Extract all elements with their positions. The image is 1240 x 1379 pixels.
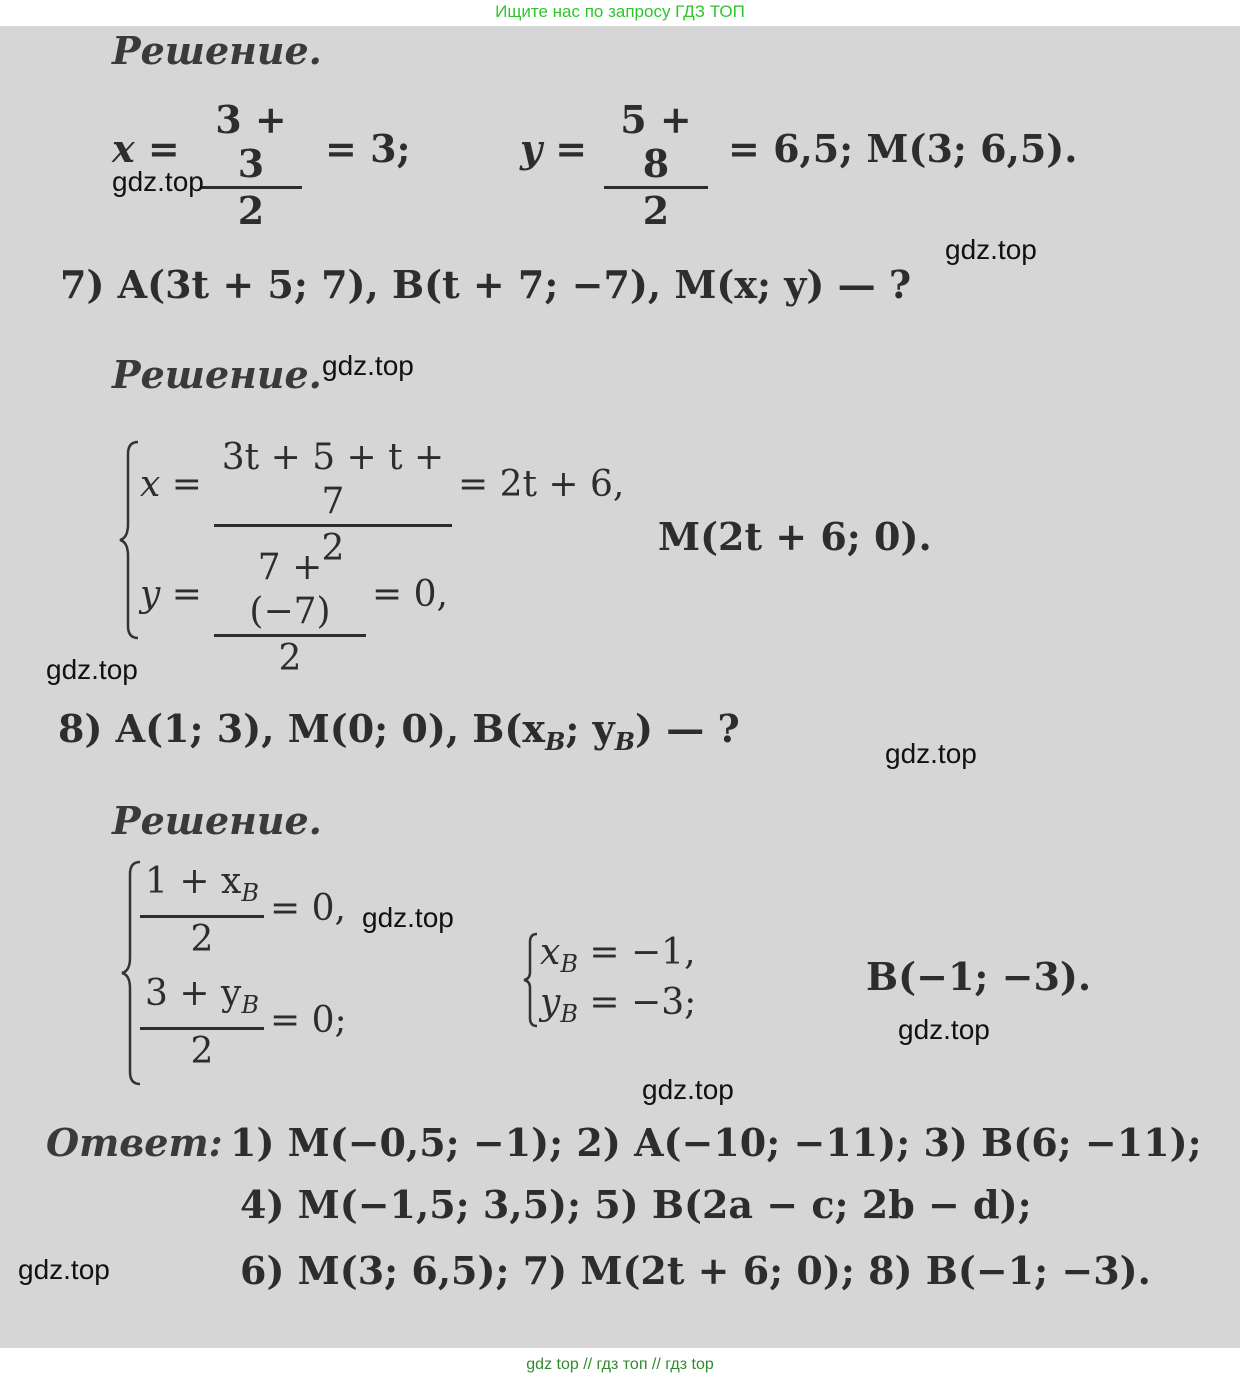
watermark: gdz.top: [362, 902, 454, 933]
p8-solution-y-value: = −3;: [577, 982, 697, 1023]
p7-result: M(2t + 6; 0).: [658, 514, 932, 559]
p6-x-denominator: 2: [200, 186, 302, 233]
p6-y-denominator: 2: [604, 186, 708, 233]
p6-x-rhs: = 3;: [325, 126, 411, 171]
p7-x-rhs: = 2t + 6,: [458, 464, 625, 505]
p8-eq1-fraction: [140, 860, 264, 962]
p8-eq2-denominator: 2: [140, 1027, 264, 1074]
p6-y-fraction: [604, 98, 708, 233]
p7-y-numerator: 7 + (−7): [249, 547, 331, 632]
p6-y-lhs: y =: [520, 126, 588, 171]
p8-eq1-numerator-sub: B: [241, 879, 259, 907]
p7-x-denominator: 2: [214, 524, 452, 571]
p8-eq2-numerator-text: 3 + y: [145, 973, 242, 1014]
p8-eq2-numerator-sub: B: [241, 991, 259, 1019]
p8-solution-y: [540, 982, 696, 1028]
answer-line-1: 1) M(−0,5; −1); 2) A(−10; −11); 3) B(6; −11);: [230, 1120, 1202, 1165]
p8-problem-sub-1: B: [545, 727, 566, 756]
answer-line-3: 6) M(3; 6,5); 7) M(2t + 6; 0); 8) B(−1; −3).: [240, 1248, 1151, 1293]
p6-x-numerator: 3 + 3: [215, 97, 287, 186]
p8-problem-sub-2: B: [614, 727, 635, 756]
watermark: gdz.top: [112, 166, 204, 197]
p8-problem-text-c: ) — ?: [635, 706, 740, 751]
p8-eq2-numerator: [140, 972, 264, 1027]
answer-heading: Ответ:: [46, 1120, 223, 1165]
p8-eq1-denominator: 2: [140, 915, 264, 962]
watermark: gdz.top: [18, 1254, 110, 1285]
watermark: gdz.top: [945, 234, 1037, 265]
p8-solution-y-sub: B: [560, 1000, 578, 1028]
p8-problem-text-a: 8) A(1; 3), M(0; 0), B(x: [58, 706, 546, 751]
p7-x-lhs: x =: [140, 464, 202, 505]
p8-eq2-rhs: = 0;: [270, 1000, 347, 1041]
p7-y-fraction: [214, 546, 366, 681]
watermark: gdz.top: [642, 1074, 734, 1105]
p8-eq1-numerator-text: 1 + x: [145, 861, 242, 902]
p8-eq2-fraction: [140, 972, 264, 1074]
watermark: gdz.top: [322, 350, 414, 381]
p8-solution-x: [540, 932, 696, 978]
p8-result: B(−1; −3).: [866, 954, 1092, 999]
p7-system-brace: [118, 440, 142, 640]
bottom-banner[interactable]: gdz top // гдз топ // гдз top: [526, 1356, 714, 1373]
answer-line-2: 4) M(−1,5; 3,5); 5) B(2a − c; 2b − d);: [240, 1182, 1032, 1227]
p6-y-numerator: 5 + 8: [620, 97, 692, 186]
solution-heading: Решение.: [112, 798, 322, 843]
p8-solution-x-var: x: [540, 932, 561, 973]
p7-y-denominator: 2: [214, 634, 366, 681]
watermark: gdz.top: [885, 738, 977, 769]
p6-x-fraction: [200, 98, 302, 233]
p8-problem-text-b: ; y: [565, 706, 615, 751]
solution-heading: Решение.: [112, 28, 322, 73]
top-banner[interactable]: Ищите нас по запросу ГДЗ ТОП: [495, 2, 745, 21]
watermark: gdz.top: [898, 1014, 990, 1045]
p7-problem-statement: 7) A(3t + 5; 7), B(t + 7; −7), M(x; y) — ?: [60, 262, 912, 307]
p7-y-lhs: y =: [140, 574, 202, 615]
watermark: gdz.top: [46, 654, 138, 685]
solution-heading: Решение.: [112, 352, 322, 397]
p8-solution-x-value: = −1,: [577, 932, 696, 973]
p6-x-lhs: x =: [112, 126, 180, 171]
p8-solution-brace: [522, 932, 540, 1028]
p8-solution-x-sub: B: [560, 950, 578, 978]
p6-y-rhs: = 6,5; M(3; 6,5).: [728, 126, 1078, 171]
p7-x-numerator: 3t + 5 + t + 7: [221, 437, 445, 522]
p8-solution-y-var: y: [540, 982, 561, 1023]
p8-eq1-numerator: [140, 860, 264, 915]
textbook-page: [0, 26, 1240, 1348]
p8-eq1-rhs: = 0,: [270, 888, 346, 929]
p7-y-rhs: = 0,: [372, 574, 448, 615]
p8-problem-statement: [58, 706, 740, 756]
